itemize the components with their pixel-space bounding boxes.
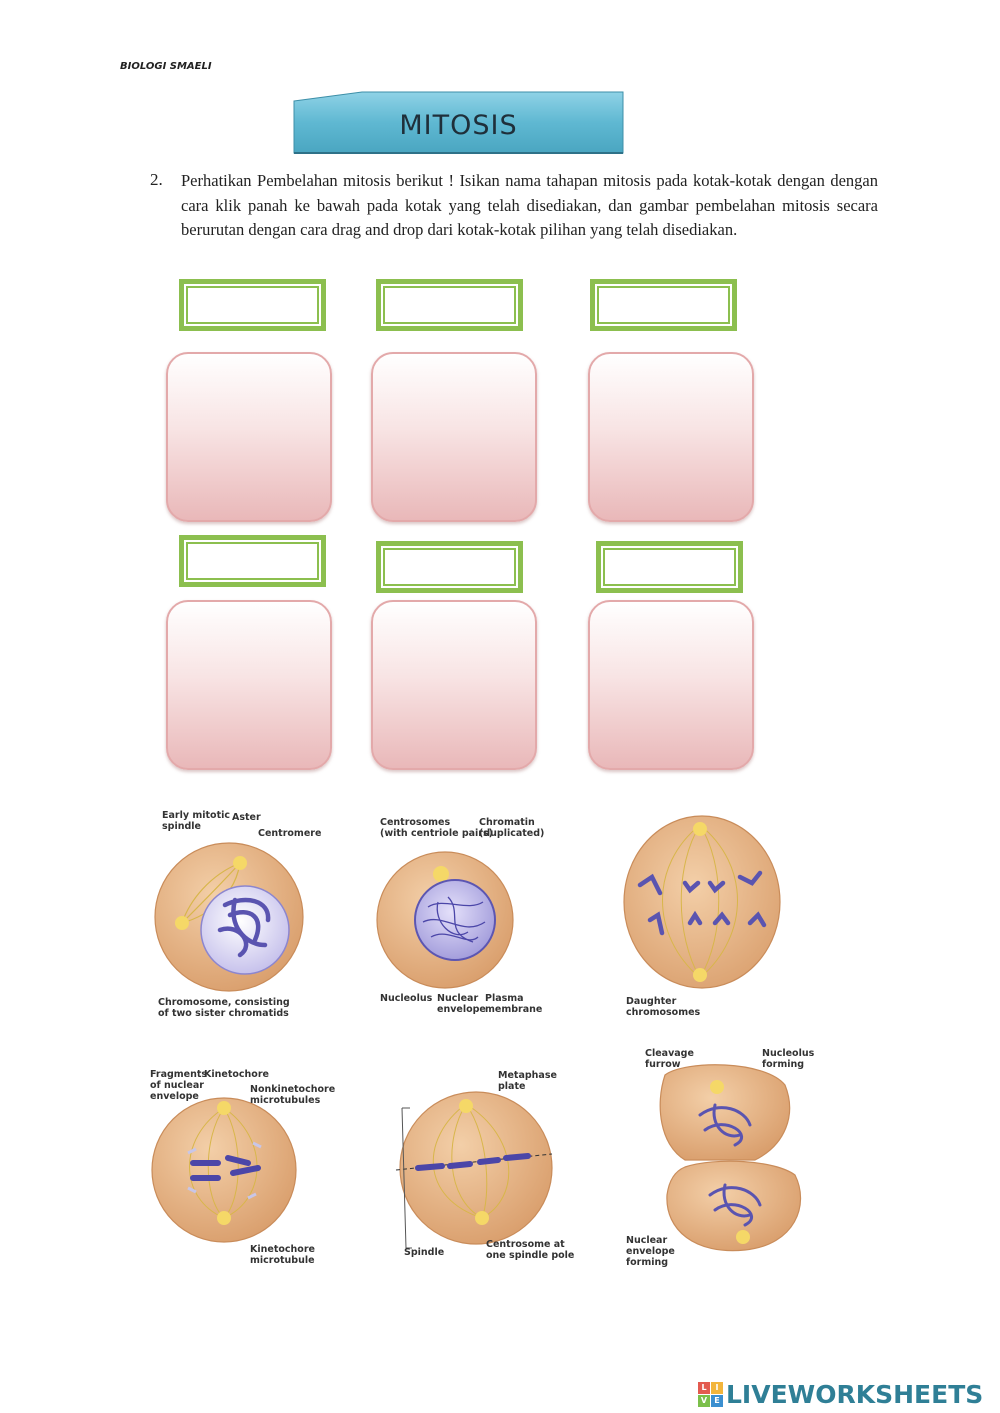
label-daughter-chromosomes: Daughter chromosomes [626,996,701,1018]
question-instructions: Perhatikan Pembelahan mitosis berikut ! Isikan nama tahapan mitosis pada kotak-kotak dengan dengan cara klik panah ke bawah pada kotak yang telah disediakan, dan gambar pembelahan mitosis secara berurutan dengan cara drag and drop dari kotak-kotak pilihan yang telah disediakan. [181,171,878,239]
label-nuclear-envelope-forming: Nuclear envelope forming [626,1235,675,1268]
label-chromosome: Chromosome, consisting of two sister chromatids [158,997,290,1019]
image-drop-zone-2[interactable] [371,352,537,522]
question-number: 2. [150,170,163,189]
label-chromatin: Chromatin (duplicated) [479,817,545,839]
label-aster: Aster [232,812,261,823]
label-kinetochore: Kinetochore [204,1069,269,1080]
draggable-image-metaphase[interactable] [380,1068,575,1273]
draggable-image-prometaphase[interactable] [148,1068,336,1273]
stage-label-dropdown-1[interactable] [179,279,326,331]
stage-label-dropdown-5[interactable] [376,541,523,593]
stage-label-dropdown-4[interactable] [179,535,326,587]
image-drop-zone-5[interactable] [371,600,537,770]
logo-mark-icon [698,1382,723,1407]
image-drop-zone-6[interactable] [588,600,754,770]
logo-letter-4: E [711,1395,723,1407]
anaphase-cell-illustration [620,815,785,1025]
logo-text: LIVEWORKSHEETS [726,1379,984,1409]
label-nucleolus: Nucleolus [380,993,433,1004]
logo-letter-1: L [698,1382,710,1394]
label-fragments-envelope: Fragments of nuclear envelope [150,1069,208,1102]
draggable-image-interphase[interactable] [373,812,543,1022]
image-drop-zone-1[interactable] [166,352,332,522]
page-title: MITOSIS [399,109,518,141]
label-cleavage-furrow: Cleavage furrow [645,1048,694,1070]
stage-label-dropdown-6[interactable] [596,541,743,593]
stage-label-dropdown-2[interactable] [376,279,523,331]
label-centromere: Centromere [258,828,322,839]
liveworksheets-logo [698,1379,983,1409]
draggable-image-anaphase[interactable] [620,815,785,1025]
label-centrosomes: Centrosomes (with centriole pairs) [380,817,493,839]
label-nucleolus-forming: Nucleolus forming [762,1048,815,1070]
label-early-spindle: Early mitotic spindle [162,810,230,832]
label-plasma-membrane: Plasma membrane [485,993,543,1015]
label-nuclear-envelope: Nuclear envelope [437,993,486,1015]
image-drop-zone-3[interactable] [588,352,754,522]
label-metaphase-plate: Metaphase plate [498,1070,557,1092]
interphase-cell-illustration [373,812,543,1022]
draggable-image-prophase[interactable] [150,805,322,1025]
label-nonkinetochore-microtubules: Nonkinetochore microtubules [250,1084,336,1106]
label-centrosome-pole: Centrosome at one spindle pole [486,1239,575,1261]
logo-letter-2: I [711,1382,723,1394]
label-kinetochore-microtubule: Kinetochore microtubule [250,1244,315,1266]
stage-label-dropdown-3[interactable] [590,279,737,331]
label-spindle: Spindle [404,1247,445,1258]
logo-letter-3: V [698,1395,710,1407]
image-drop-zone-4[interactable] [166,600,332,770]
draggable-image-telophase[interactable] [625,1045,820,1285]
title-banner [292,91,625,155]
header-label: BIOLOGI SMAELI [120,61,212,72]
